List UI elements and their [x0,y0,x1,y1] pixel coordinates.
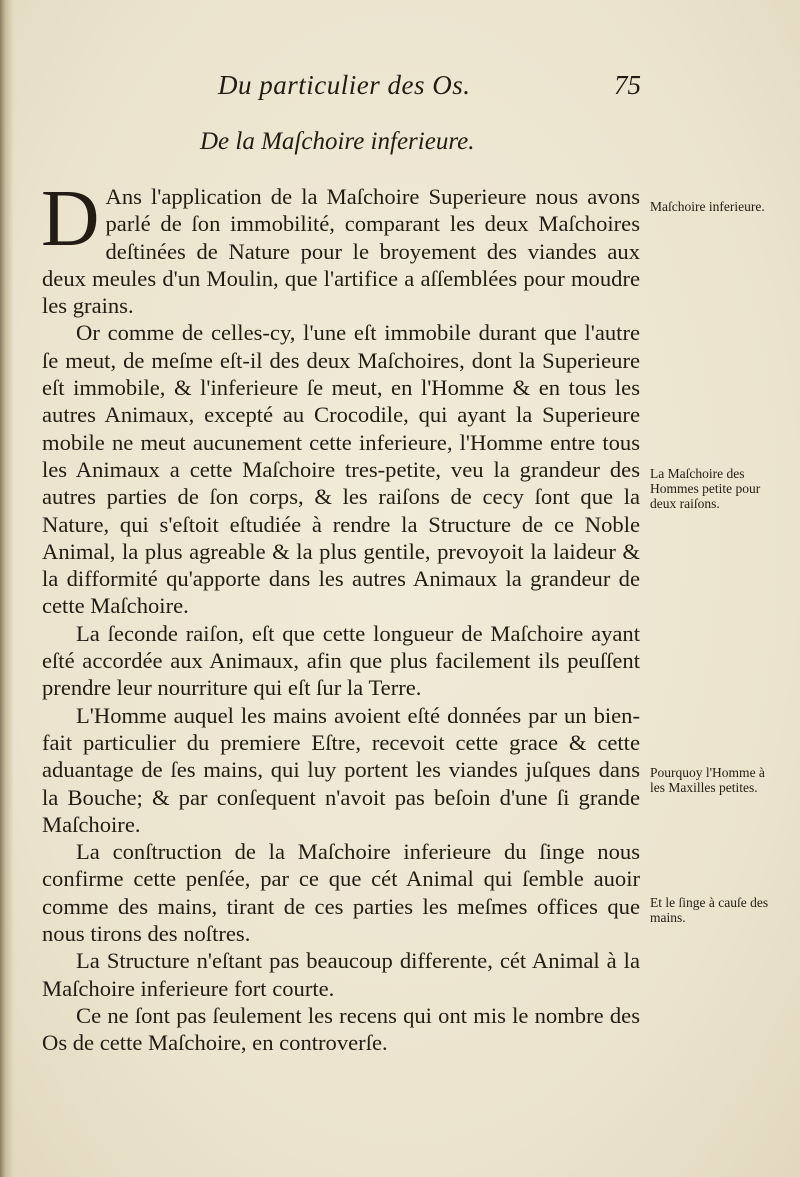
margin-note-4: Et le ſinge à cauſe des mains. [650,895,769,925]
paragraph-2: Or comme de celles-cy, l'une eſt immobile durant que l'autre ſe meut, de meſme eſt-il des deux Maſchoires, dont la Superieure eſt immobile, & l'inferieure ſe meut, en l'Homme & en tous les autres Animaux, excepté au Crocodile, qui ayant la Superieure mobile ne meut aucunement cette inferieure, l'Homme entre tous les Animaux a cette Maſchoire tres-petite, veu la grandeur des autres parties de ſon corps, & les raiſons de cecy ſont que la Nature, qui s'eſtoit eſtudiée à rendre la Structure de ce Noble Animal, la plus agreable & la plus gentile, prevoyoit la laideur & la difformité qu'apporte dans les autres Animaux la grandeur de cette Maſchoire. [42,320,640,619]
drop-cap: D [41,173,100,263]
section-title: De la Maſchoire inferieure. [200,128,475,155]
margin-note-2: La Maſchoire des Hommes petite pour deux raiſons. [650,466,761,511]
paragraph-1 [41,173,640,319]
page-number: 75 [614,70,641,100]
paragraph-7: Ce ne ſont pas ſeulement les recens qui ont mis le nombre des Os de cette Maſchoire, en controverſe. [42,1002,640,1056]
paragraph-4: L'Homme auquel les mains avoient eſté données par un bien-fait particulier du premiere Eſtre, recevoit cette grace & cette aduantage de ſes mains, qui luy portent les viandes juſques dans la Bouche; & par conſequent n'avoit pas beſoin d'une ſi grande Maſchoire. [42,702,640,837]
paragraph-3: La ſeconde raiſon, eſt que cette longueur de Maſchoire ayant eſté accordée aux Animaux, afin que plus facilement ils peuſſent prendre leur nourriture qui eſt ſur la Terre. [42,620,640,701]
paragraph-5: La conſtruction de la Maſchoire inferieure du ſinge nous confirme cette penſée, par ce que cét Animal qui ſemble auoir comme des mains, tirant de ces parties les meſmes offices que nous tirons des noſtres. [42,839,640,947]
paragraph-6: La Structure n'eſtant pas beaucoup differente, cét Animal à la Maſchoire inferieure fort courte. [42,948,640,1001]
page-gutter-shadow [0,0,14,1177]
margin-note-3: Pourquoy l'Homme à les Maxilles petites. [650,765,765,795]
main-text-column [41,173,640,1057]
paragraph-1-text: Ans l'application de la Maſchoire Superieure nous avons parlé de ſon immobilité, comparant les deux Maſchoires deſtinées de Nature pour le broyement des viandes aux deux meules d'un Moulin, que l'artifice a aſſemblées pour moudre les grains. [42,184,640,319]
margin-note-1: Maſchoire inferieure. [650,199,765,214]
running-title: Du particulier des Os. [218,70,471,100]
